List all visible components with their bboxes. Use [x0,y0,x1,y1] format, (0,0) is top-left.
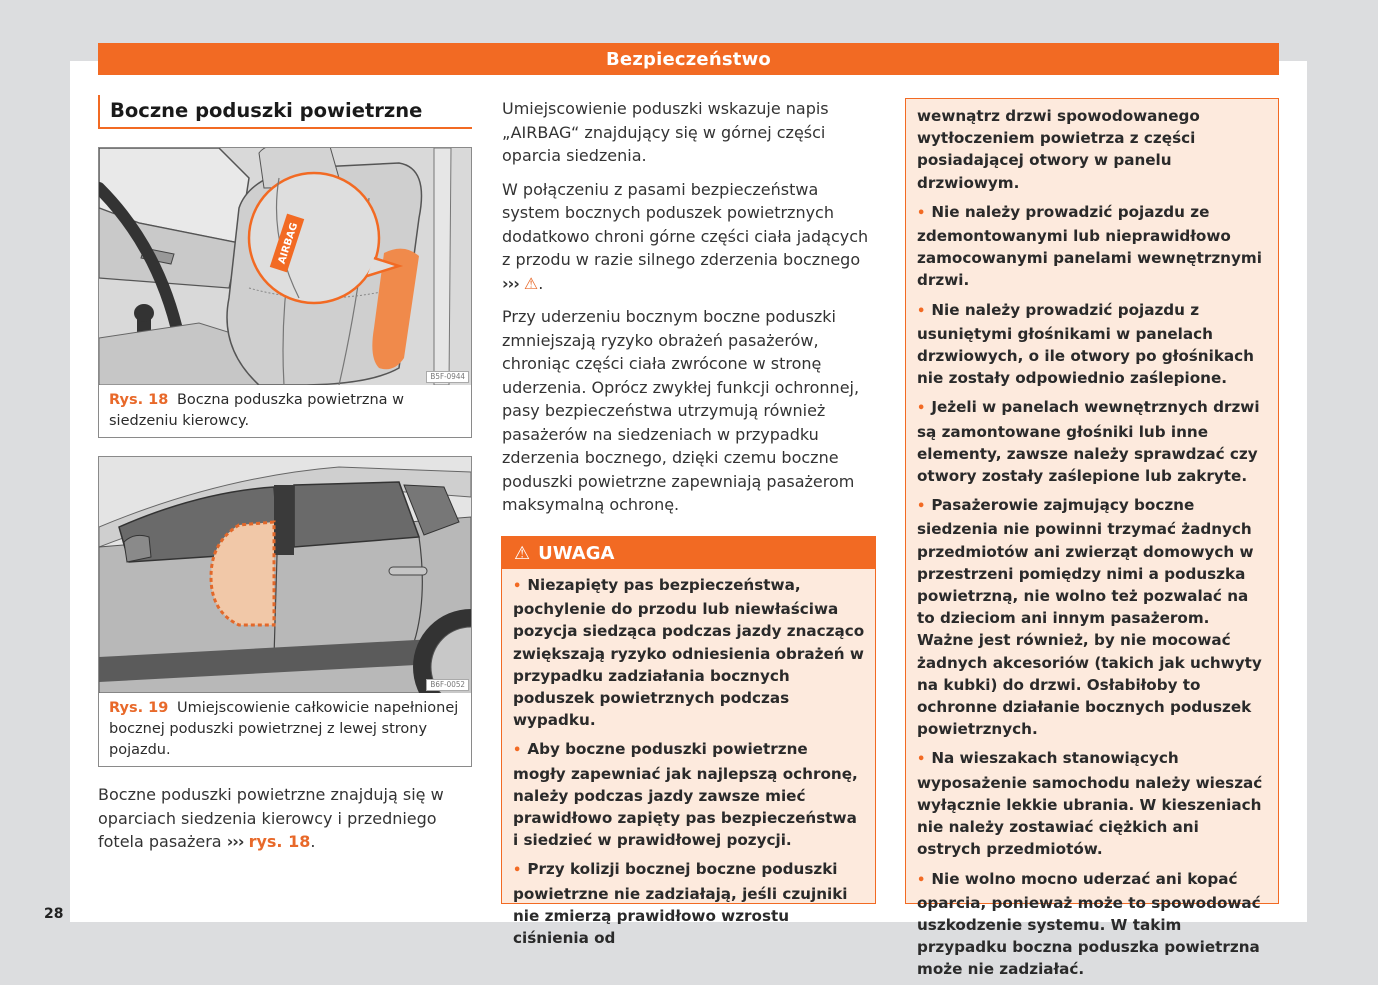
bullet-icon: • [513,743,522,759]
reference-arrows-icon: ››› [226,832,244,851]
section-title: Bezpieczeństwo [606,48,771,70]
warning-item-text: Jeżeli w panelach wewnętrznych drzwi są zamontowane głośniki lub inne elementy, zawsze należy sprawdzać czy otwory zostały zaślepione lub zakryte. [917,398,1260,486]
warning-item-text: Nie należy prowadzić pojazdu ze zdemontowanymi lub nieprawidłowo zamocowanymi panelami wewnętrznymi drzwi. [917,202,1262,290]
left-paragraph-text: Boczne poduszki powietrzne znajdują się w oparciach siedzenia kierowcy i przedniego fotela pasażera [98,785,444,851]
warning-item [513,574,865,731]
warning-item [917,868,1268,981]
figure-code: B5F-0944 [426,371,469,383]
paragraph-text: W połączeniu z pasami bezpieczeństwa system bocznych poduszek powietrznych dodatkowo chroni górne części ciała jadących z przodu w razie silnego zderzenia bocznego [502,179,869,269]
car-side-airbag-illustration [99,457,471,693]
warning-item-text: Aby boczne poduszki powietrzne mogły zapewniać jak najlepszą ochronę, należy podczas jazdy zawsze mieć prawidłowo zapięty pas bezpieczeństwa i siedzieć w prawidłowej pozycji. [513,740,858,850]
figure-18-image [99,148,471,385]
bullet-icon: • [513,863,522,879]
warning-item [917,494,1268,740]
warning-item-text: Nie należy prowadzić pojazdu z usuniętymi głośnikami w panelach drzwiowych, o ile otwory po głośnikach nie zostały odpowiednio zaślepione. [917,300,1254,388]
warning-body [906,99,1278,981]
warning-item [513,858,865,949]
warning-item-text: Nie wolno mocno uderzać ani kopać oparcia, ponieważ może to spowodować uszkodzenie systemu. W takim przypadku boczna poduszka powietrzna może nie zadziałać. [917,869,1261,979]
article-title: Boczne poduszki powietrzne [98,95,472,129]
figure-18 [98,147,472,438]
figure-caption [99,693,471,761]
warning-item-text: Pasażerowie zajmujący boczne siedzenia nie powinni trzymać żadnych przedmiotów ani zwierząt domowych w przestrzeni pomiędzy nimi a poduszka powietrzną, nie wolno też pozwalać na to dzieciom ani innym pasażerom. Ważne jest również, by nie mocować żadnych akcesoriów (takich jak uchwyty na kubki) do drzwi. Osłabiłoby to ochronne działanie bocznych poduszek powietrznych. [917,496,1262,739]
warning-triangle-icon: ⚠ [514,542,531,564]
figure-code: B6F-0052 [426,679,469,691]
warning-item-text: Na wieszakach stanowiących wyposażenie samochodu należy wieszać wyłącznie lekkie ubrania. W kieszeniach nie należy zostawiać ciężkich ani ostrych przedmiotów. [917,749,1263,859]
warning-item [917,396,1268,487]
bullet-icon: • [917,872,926,888]
warning-item [917,747,1268,860]
section-header-bar [98,43,1279,75]
warning-header [502,537,875,569]
bullet-icon: • [513,579,522,594]
warning-box-continued [905,98,1279,979]
paragraph: Umiejscowienie poduszki wskazuje napis „AIRBAG“ znajdujący się w górnej części oparcia siedzenia. [502,99,829,165]
figure-caption-text: Umiejscowienie całkowicie napełnionej bocznej poduszki powietrznej z lewej strony pojazdu. [109,700,459,758]
bullet-icon: • [917,499,926,515]
warning-item-text: Przy kolizji bocznej boczne poduszki powietrzne nie zadziałają, jeśli czujniki nie zmierzą prawidłowo wzrostu ciśnienia od [513,860,848,948]
bullet-icon: • [917,752,926,768]
paragraph: Przy uderzeniu bocznym boczne poduszki zmniejszają ryzyko obrażeń pasażerów, chroniąc części ciała zwrócone w stronę uderzenia. Oprócz zwykłej funkcji ochronnej, pasy bezpieczeństwa utrzymują również pasażerów na siedzeniach w przypadku zderzenia bocznego, dzięki czemu boczne poduszki powietrzne zapewniają pasażerom maksymalną ochronę. [502,307,860,514]
page-number: 28 [44,906,64,922]
warning-title: UWAGA [538,542,615,564]
warning-box [501,536,876,948]
warning-item [917,299,1268,390]
figure-caption-text: Boczna poduszka powietrzna w siedzeniu kierowcy. [109,392,404,429]
driver-seat-airbag-illustration [99,148,471,385]
warning-item-text: Niezapięty pas bezpieczeństwa, pochylenie do przodu lub niewłaściwa pozycja siedząca podczas jazdy znacząco zwiększają ryzyko odniesienia obrażeń w przypadku zadziałania bocznych poduszek powietrznych podczas wypadku. [513,576,865,730]
figure-19-image [99,457,471,693]
figure-caption [99,385,471,432]
bullet-icon: • [917,303,926,319]
middle-column [502,97,874,527]
figure-label: Rys. 18 [109,392,169,408]
paragraph [502,178,874,296]
airbag-inset-label: AIRBAG [276,221,301,266]
figure-19 [98,456,472,767]
left-paragraph [98,783,478,854]
bullet-icon: • [917,205,926,221]
warning-triangle-icon[interactable]: ⚠ [523,273,539,293]
warning-item [513,738,865,851]
figure-label: Rys. 19 [109,700,169,716]
figure-reference-link[interactable]: rys. 18 [248,832,311,851]
warning-continuation: wewnątrz drzwi spowodowanego wytłoczeniem powietrza z części posiadającej otwory w panelu drzwiowym. [917,107,1200,192]
warning-item [917,201,1268,292]
reference-arrows-icon: ››› [502,273,519,293]
period: . [538,273,544,293]
bullet-icon: • [917,401,926,417]
period: . [310,832,316,851]
warning-body [502,569,875,949]
